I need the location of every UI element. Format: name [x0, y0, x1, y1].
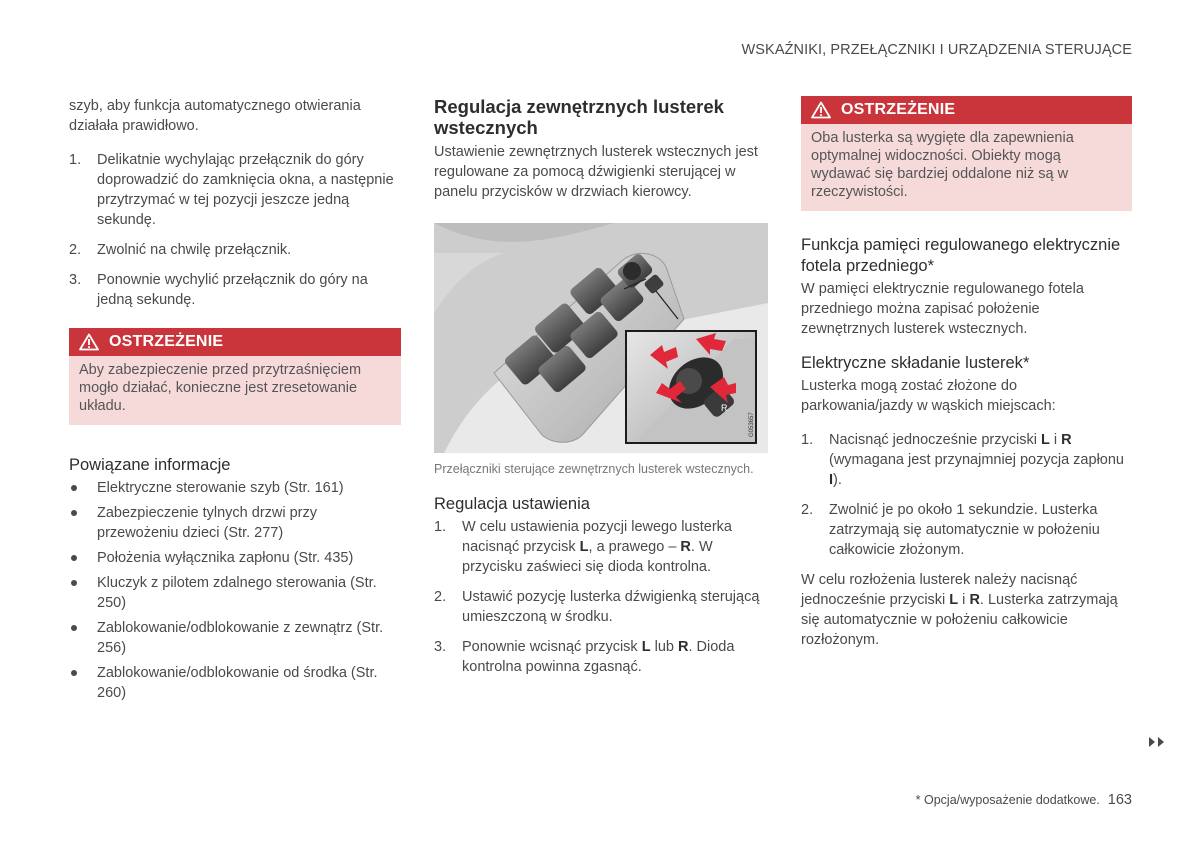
column-middle — [434, 96, 768, 687]
related-link[interactable]: Zablokowanie/odblokowanie z zewnątrz (Str. 256) — [69, 618, 401, 658]
list-item: 2. Zwolnić na chwilę przełącznik. — [69, 242, 292, 258]
list-item: 3. Ponownie wcisnąć przycisk L lub R. Dioda kontrolna powinna zgasnąć. — [434, 639, 735, 675]
fold-title: Elektryczne składanie lusterek* — [801, 354, 1030, 372]
warning-text: Aby zabezpieczenie przed przytrzaśnięciem mogło działać, konieczne jest zresetowanie układu. — [79, 362, 362, 414]
warning-triangle-icon — [79, 333, 99, 351]
warning-text: Oba lusterka są wygięte dla zapewnienia optymalnej widoczności. Obiekty mogą wydawać się bardziej oddalone niż są w rzeczywistości. — [811, 130, 1074, 200]
page-header: WSKAŹNIKI, PRZEŁĄCZNIKI I URZĄDZENIA STERUJĄCE — [741, 42, 1132, 58]
list-item: 1. Nacisnąć jednocześnie przyciski L i R (wymagana jest przynajmniej pozycja zapłonu I). — [801, 432, 1124, 488]
memory-text: W pamięci elektrycznie regulowanego fotela przedniego można zapisać położenie zewnętrznych lusterek wstecznych. — [801, 281, 1084, 337]
figure-code: G053657 — [749, 412, 755, 437]
warning-box — [69, 328, 401, 425]
related-link[interactable]: Kluczyk z pilotem zdalnego sterowania (Str. 250) — [69, 573, 401, 613]
page-number: 163 — [1107, 792, 1132, 808]
related-links — [69, 478, 401, 703]
related-title: Powiązane informacje — [69, 456, 231, 474]
list-item: 1. Delikatnie wychylając przełącznik do góry doprowadzić do zamknięcia okna, a następnie przytrzymać w tej pozycji jeszcze jedną sekundę. — [69, 152, 394, 228]
column-left — [69, 96, 401, 708]
fold-steps — [801, 430, 1132, 560]
figure-caption: Przełączniki sterujące zewnętrznych lusterek wstecznych. — [434, 462, 754, 476]
column-right — [801, 96, 1132, 650]
section-title: Regulacja zewnętrznych lusterek wstecznych — [434, 96, 724, 138]
warning-triangle-icon — [811, 101, 831, 119]
figure-button-r: R — [721, 403, 728, 413]
memory-title: Funkcja pamięci regulowanego elektrycznie fotela przedniego* — [801, 236, 1121, 275]
warning-header: OSTRZEŻENIE — [69, 328, 401, 356]
related-link[interactable]: Położenia wyłącznika zapłonu (Str. 435) — [69, 548, 401, 568]
footnote-text: * Opcja/wyposażenie dodatkowe. — [915, 793, 1100, 807]
page-footer — [916, 790, 1132, 810]
related-link[interactable]: Elektryczne sterowanie szyb (Str. 161) — [69, 478, 401, 498]
next-page-arrows-icon — [1147, 736, 1167, 748]
list-item: 1. W celu ustawienia pozycji lewego lusterka nacisnąć przycisk L, a prawego – R. W przycisku zaświeci się dioda kontrolna. — [434, 519, 732, 575]
adjust-steps — [434, 517, 768, 677]
door-panel-illustration — [434, 223, 768, 453]
intro-text: szyb, aby funkcja automatycznego otwierania działała prawidłowo. — [69, 98, 361, 134]
related-link[interactable]: Zablokowanie/odblokowanie od środka (Str. 260) — [69, 663, 401, 703]
list-item: 2. Ustawić pozycję lusterka dźwigienką sterującą umieszczoną w środku. — [434, 589, 760, 625]
adjust-title: Regulacja ustawienia — [434, 495, 590, 513]
related-link[interactable]: Zabezpieczenie tylnych drzwi przy przewożeniu dzieci (Str. 277) — [69, 503, 401, 543]
unfold-text: W celu rozłożenia lusterek należy nacisnąć jednocześnie przyciski L i R. Lusterka zatrzymają się automatycznie w położeniu całkowicie rozłożonym. — [801, 572, 1118, 648]
list-item: 3. Ponownie wychylić przełącznik do góry na jedną sekundę. — [69, 272, 368, 308]
reset-steps — [69, 150, 401, 310]
warning-header: OSTRZEŻENIE — [801, 96, 1132, 124]
warning-box — [801, 96, 1132, 211]
fold-intro: Lusterka mogą zostać złożone do parkowania/jazdy w wąskich miejscach: — [801, 378, 1056, 414]
list-item: 2. Zwolnić je po około 1 sekundzie. Lusterka zatrzymają się automatycznie w położeniu całkowicie złożonym. — [801, 502, 1100, 558]
mirror-control-figure — [434, 223, 768, 453]
section-intro: Ustawienie zewnętrznych lusterek wstecznych jest regulowane za pomocą dźwigienki sterującej w panelu przycisków w drzwiach kierowcy. — [434, 144, 758, 200]
